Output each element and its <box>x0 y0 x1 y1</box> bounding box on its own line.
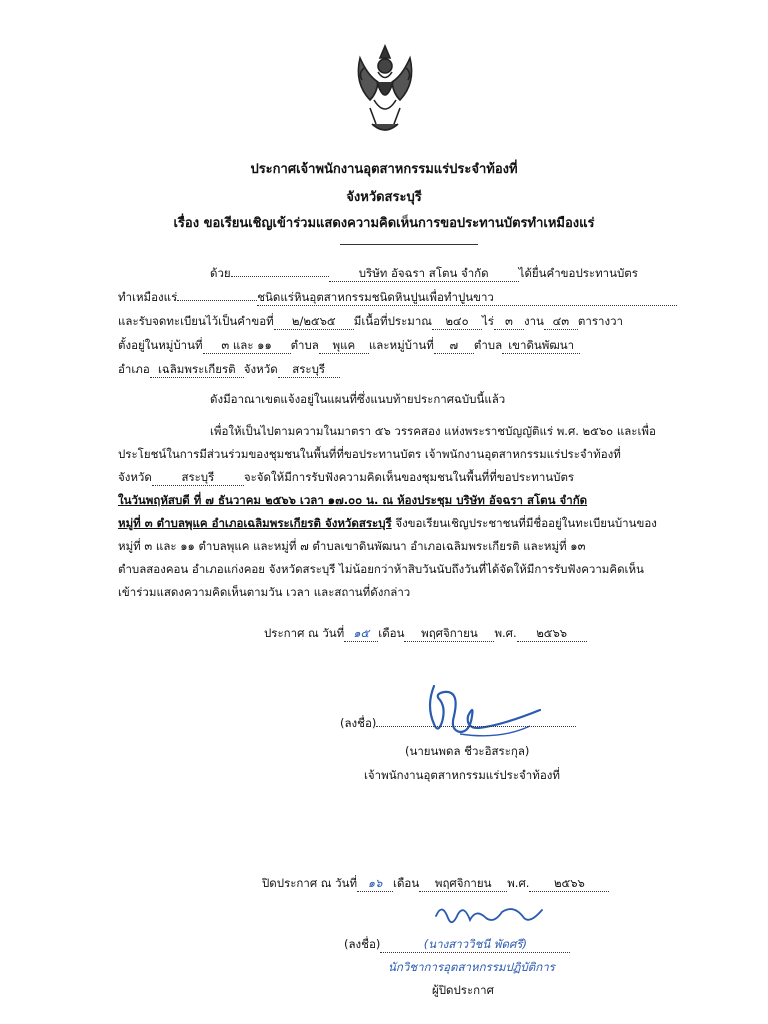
announce-month-label: เดือน <box>378 626 405 640</box>
tambon1: พุแค <box>319 338 369 354</box>
posted-year: ๒๕๖๖ <box>529 876 609 892</box>
posted-date <box>262 876 609 892</box>
wah-label: ตารางวา <box>577 314 623 328</box>
p1-line5 <box>118 362 340 378</box>
announce-year-label: พ.ศ. <box>494 626 517 640</box>
area-wah: ๔๓ <box>544 314 578 330</box>
sign2-label: (ลงชื่อ) <box>344 937 381 951</box>
p1-line4 <box>118 338 580 354</box>
company-name: บริษัท อัจฉรา สโตน จำกัด <box>329 266 519 282</box>
p2-l5-rest: จึงขอเรียนเชิญประชาชนที่มีชื่ออยู่ในทะเบียนบ้านของ <box>395 516 657 530</box>
signer2-position: นักวิชาการอุตสาหกรรมปฏิบัติการ <box>388 960 555 974</box>
p1-lead: ด้วย <box>210 266 231 280</box>
p2-l3-prov: สระบุรี <box>152 470 244 486</box>
p2-line2: ประโยชน์ในการมีส่วนร่วมของชุมชนในพื้นที่ที่ขอประทานบัตร เจ้าพนักงานอุตสาหกรรมแร่ประจำท้องที่ <box>118 447 621 461</box>
p2-line6: หมู่ที่ ๓ และ ๑๑ ตำบลพุแค และหมู่ที่ ๗ ตำบลเขาดินพัฒนา อำเภอเฉลิมพระเกียรติ และหมู่ที่ ๑๓ <box>118 539 586 553</box>
sign2-line <box>344 937 570 953</box>
garuda-emblem-icon <box>350 38 420 143</box>
map-note: ดังมีอาณาเขตแจ้งอยู่ในแผนที่ซึ่งแนบท้ายประกาศฉบับนี้แล้ว <box>210 392 506 406</box>
sign1-line <box>340 716 576 731</box>
p2-line3 <box>118 470 574 486</box>
mining-spacer <box>177 300 257 301</box>
header-divider <box>340 244 478 245</box>
amphoe-label: อำเภอ <box>118 362 150 376</box>
moo2-label: และหมู่บ้านที่ <box>368 338 434 352</box>
moo1: ๓ และ ๑๑ <box>203 338 291 354</box>
sign1-blank <box>376 726 576 727</box>
rai-label: ไร่ <box>481 314 494 328</box>
p1-line2 <box>118 290 677 306</box>
posted-month: พฤศจิกายน <box>419 876 507 892</box>
ngan-label: งาน <box>523 314 544 328</box>
area-label: มีเนื้อที่ประมาณ <box>353 314 432 328</box>
header-line1: ประกาศเจ้าพนักงานอุตสาหกรรมแร่ประจำท้องที่ <box>250 162 518 177</box>
tambon-label: ตำบล <box>290 338 319 352</box>
p1-line1 <box>210 266 638 282</box>
tambon2: เขาดินพัฒนา <box>502 338 580 354</box>
tambon2-label: ตำบล <box>473 338 503 352</box>
header-subject: เรื่อง ขอเรียนเชิญเข้าร่วมแสดงความคิดเห็นการขอประทานบัตรทำเหมืองแร่ <box>173 216 595 231</box>
p1-tail: ได้ยื่นคำขอประทานบัตร <box>518 266 638 280</box>
posted-label: ปิดประกาศ ณ วันที่ <box>262 876 358 890</box>
posted-month-label: เดือน <box>393 876 420 890</box>
area-ngan: ๓ <box>494 314 524 330</box>
p2-line4: ในวันพฤหัสบดี ที่ ๗ ธันวาคม ๒๕๖๖ เวลา ๑๗.๐๐ น. ณ ห้องประชุม บริษัท อัจฉรา สโตน จำกัด <box>118 493 588 507</box>
signature-1 <box>420 676 550 746</box>
p2-line5 <box>118 516 657 531</box>
announce-date <box>264 626 587 642</box>
mining-label: ทำเหมืองแร่ <box>118 290 178 304</box>
announce-day: ๑๕ <box>344 626 378 642</box>
p1-spacer <box>231 276 329 277</box>
p2-line8: เข้าร่วมแสดงความคิดเห็นตามวัน เวลา และสถานที่ดังกล่าว <box>118 585 411 599</box>
signature-2 <box>430 894 550 934</box>
signer2-name: (นางสาววิชนี พัดศรี) <box>380 937 570 953</box>
signer1-name: (นายนพดล ชีวะอิสระกุล) <box>405 744 530 758</box>
province-label: จังหวัด <box>243 362 278 376</box>
announce-month: พฤศจิกายน <box>404 626 494 642</box>
req-no: ๒/๒๕๖๕ <box>274 314 354 330</box>
posted-year-label: พ.ศ. <box>507 876 530 890</box>
announce-year: ๒๕๖๖ <box>517 626 587 642</box>
signer1-position: เจ้าพนักงานอุตสาหกรรมแร่ประจำท้องที่ <box>364 768 560 782</box>
p2-line7: ตำบลสองคอน อำเภอแก่งคอย จังหวัดสระบุรี ไม่น้อยกว่าห้าสิบวันนับถึงวันที่ได้จัดให้มีการรับฟังความคิดเห็น <box>118 562 644 576</box>
p2-line1: เพื่อให้เป็นไปตามความในมาตรา ๕๖ วรรคสอง แห่งพระราชบัญญัติแร่ พ.ศ. ๒๕๖๐ และเพื่อ <box>210 424 656 438</box>
announce-label: ประกาศ ณ วันที่ <box>264 626 345 640</box>
posted-day: ๑๖ <box>357 876 393 892</box>
p2-l5-bold: หมู่ที่ ๓ ตำบลพุแค อำเภอเฉลิมพระเกียรติ จังหวัดสระบุรี <box>118 516 392 530</box>
amphoe: เฉลิมพระเกียรติ <box>150 362 244 378</box>
signer2-role: ผู้ปิดประกาศ <box>432 983 494 997</box>
header-line2: จังหวัดสระบุรี <box>346 190 422 205</box>
loc-label: ตั้งอยู่ในหมู่บ้านที่ <box>118 338 203 352</box>
p2-l3-b: จะจัดให้มีการรับฟังความคิดเห็นของชุมชนในพื้นที่ที่ขอประทานบัตร <box>243 470 575 484</box>
mineral-type: ชนิดแร่หินอุตสาหกรรมชนิดหินปูนเพื่อทำปูนขาว <box>257 290 677 306</box>
reg-label: และรับจดทะเบียนไว้เป็นคำขอที่ <box>118 314 274 328</box>
p2-l3-a: จังหวัด <box>118 470 152 484</box>
province: สระบุรี <box>278 362 340 378</box>
p1-line3 <box>118 314 623 330</box>
sign1-label: (ลงชื่อ) <box>340 716 377 730</box>
area-rai: ๒๔๐ <box>432 314 482 330</box>
moo2: ๗ <box>434 338 474 354</box>
